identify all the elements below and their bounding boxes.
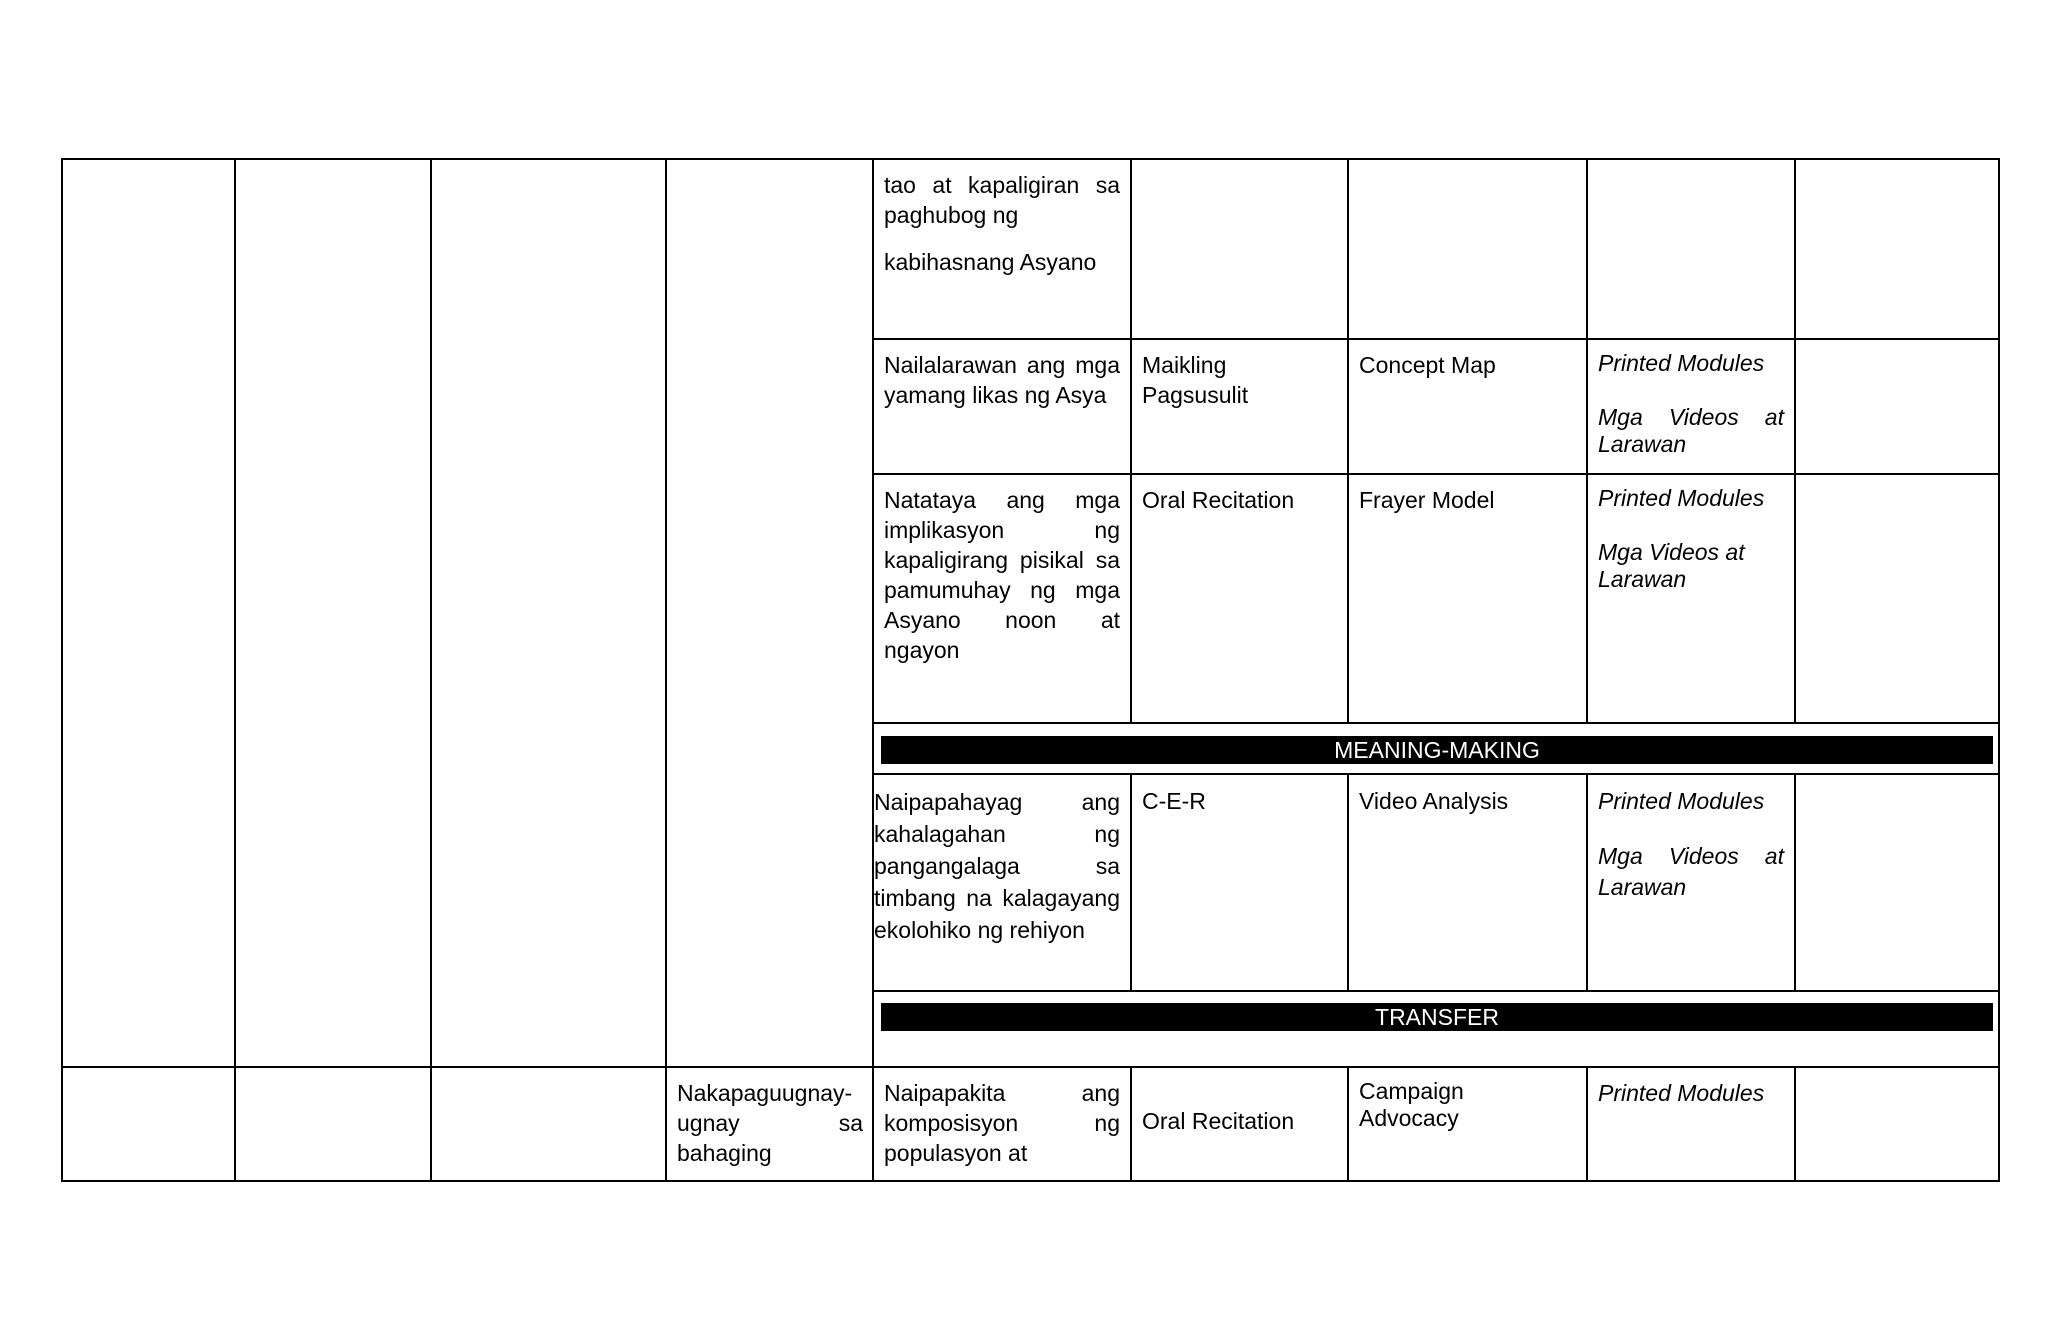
table-top-border: [61, 158, 2000, 160]
row-divider: [872, 473, 2000, 475]
row4-competency: Naipapahayag ang kahalagahan ng pangangalaga sa timbang na kalagayang ekolohiko ng rehiyon: [874, 789, 1120, 943]
row-divider: [872, 990, 2000, 992]
column-divider: [1347, 774, 1349, 992]
column-divider: [1130, 1067, 1132, 1182]
row5-activity: Campaign Advocacy: [1359, 1078, 1464, 1131]
column-divider: [1586, 158, 1588, 724]
column-divider: [1586, 774, 1588, 992]
row5-competency: Naipapakita ang komposisyon ng populasyon at: [884, 1080, 1120, 1166]
row1-competency-line: tao at kapaligiran sa: [884, 172, 1120, 198]
table-right-border: [1998, 158, 2000, 1182]
row-divider: [872, 773, 2000, 775]
column-divider: [1347, 158, 1349, 724]
row3-competency: Natataya ang mga implikasyon ng kapaligirang pisikal sa pamumuhay ng mga Asyano noon at ngayon: [884, 487, 1120, 663]
table-left-border: [61, 158, 63, 1182]
resource-item: Mga Videos at Larawan: [1598, 404, 1784, 457]
column-divider: [1586, 1067, 1588, 1182]
section-transfer: TRANSFER: [881, 1003, 1993, 1031]
row2-activity: Concept Map: [1359, 352, 1496, 378]
column-divider: [1347, 1067, 1349, 1182]
row4-activity: Video Analysis: [1359, 788, 1509, 814]
column-divider: [1794, 774, 1796, 992]
row3-resources: [1598, 485, 1784, 593]
row-divider: [872, 722, 2000, 724]
row5-standard: Nakapaguugnay-ugnay sa bahaging: [677, 1080, 863, 1166]
column-divider: [665, 158, 667, 1182]
row2-competency: Nailalarawan ang mga yamang likas ng Asya: [884, 352, 1120, 408]
column-divider: [430, 158, 432, 1182]
resource-item: Mga Videos at Larawan: [1598, 843, 1784, 900]
row1-competency: [884, 170, 1120, 277]
resource-item: Printed Modules: [1598, 1080, 1765, 1106]
column-divider: [1130, 774, 1132, 992]
row2-resources: [1598, 350, 1784, 458]
row5-resources: [1598, 1078, 1784, 1108]
row5-assessment: Oral Recitation: [1142, 1108, 1295, 1134]
section-meaning-making: MEANING-MAKING: [881, 736, 1993, 764]
row1-competency-line: paghubog ng: [884, 202, 1019, 228]
column-divider: [872, 158, 874, 1182]
resource-item: Printed Modules: [1598, 788, 1765, 814]
resource-item: Printed Modules: [1598, 485, 1765, 511]
column-divider: [234, 158, 236, 1182]
row2-assessment: Maikling Pagsusulit: [1142, 352, 1249, 408]
table-bottom-border: [61, 1180, 2000, 1182]
row-divider: [61, 1066, 2000, 1068]
column-divider: [1794, 158, 1796, 724]
row3-assessment: Oral Recitation: [1142, 487, 1295, 513]
row4-assessment: C-E-R: [1142, 788, 1206, 814]
column-divider: [1130, 158, 1132, 724]
row4-resources: [1598, 786, 1784, 903]
resource-item: Printed Modules: [1598, 350, 1765, 376]
row-divider: [872, 338, 2000, 340]
resource-item: Mga Videos at Larawan: [1598, 539, 1745, 592]
row3-activity: Frayer Model: [1359, 487, 1495, 513]
row1-competency-line: kabihasnang Asyano: [884, 249, 1097, 275]
column-divider: [1794, 1067, 1796, 1182]
